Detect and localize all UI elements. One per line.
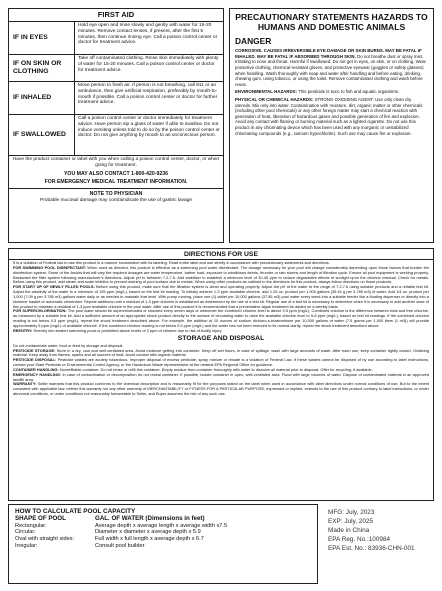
- startup-title: FOR START UP OF NEWLY FILLED POOLS:: [13, 284, 95, 290]
- first-aid-skin-text: Take off contaminated clothing. Rinse skin immediately with plenty of water for 15-20 minutes. Call a poison control center or doctor for treatment advice.: [78, 56, 219, 73]
- first-aid-call-line-2: FOR EMERGENCY MEDICAL TREATMENT INFORMATION.: [44, 178, 188, 185]
- first-aid-skin-label: IF ON SKIN OR CLOTHING: [9, 55, 75, 81]
- physical-chemical-hazards-text: STRONG OXIDIZING AGENT. Use only clean dry utensils. Mix only into water. Contamination with moisture, dirt, organic matter or other chemicals (including other pool chemicals) or any other foreign matter may start a chemical reaction with generation of heat, liberation of hazardous gases and possible generation of fire and explosion. Avoid any contact with flaming or burning material such as a lighted cigarette. Do not use this product in any chlorinating device which has been used with any inorganic or unstabilized chlorinating compounds (e.g., calcium hypochlorite). Such use may cause fire or explosion.: [235, 96, 423, 136]
- reentry-text: Reentry into treated swimming pools is prohibited above levels of 3 ppm of chlorine due to risk of bodily injury.: [33, 327, 223, 333]
- pool-shape: Oval with straight sides:: [15, 536, 75, 543]
- first-aid-inhaled-text: Move person to fresh air. If person is not breathing, call 911 or an ambulance, then give artificial respiration, preferably by mouth-to-mouth if possible. Call a poison control center or doctor for further treatment advice.: [78, 83, 218, 106]
- pool-formula: Average depth x average length x average width x7.5: [95, 522, 228, 529]
- pool-capacity-title: HOW TO CALCULATE POOL CAPACITY: [15, 508, 136, 515]
- signal-word: DANGER: [235, 36, 272, 47]
- note-to-physician-text: Probable mucosal damage may contraindicate the use of gastric lavage: [40, 198, 192, 203]
- superchlorination-section: [13, 309, 429, 328]
- storage-intro: Do not contaminate water, food or feed by storage and disposal.: [13, 342, 124, 348]
- first-aid-inhaled-row: [9, 82, 223, 115]
- product-info: [322, 504, 434, 584]
- product-label: [8, 8, 434, 584]
- environmental-hazards-title: ENVIRONMENTAL HAZARDS:: [235, 89, 298, 95]
- pool-formula: Consult pool builder: [95, 543, 145, 549]
- first-aid-skin-row: [9, 55, 223, 82]
- pool-formula: Diameter x diameter x average depth x 5.9: [95, 529, 201, 536]
- first-aid-swallowed-row: [9, 115, 223, 156]
- first-aid-inhaled-label: IF INHALED: [9, 82, 75, 114]
- directions-intro: It is a violation of Federal law to use this product in a manner inconsistent with its labeling. Read entire label and use strictly in accordance with precautionary statements and directions.: [13, 260, 330, 265]
- first-aid-swallowed-text: Call a poison control center or doctor immediately for treatment advice. Have person sip a glass of water if able to swallow. Do not induce vomiting unless told to do so by the poison control center or doctor. Do not give anything by mouth to an unconscious person.: [78, 116, 220, 139]
- pool-disinfectant-title: FOR SWIMMING POOL DISINFECTANT:: [13, 264, 86, 270]
- first-aid-title: FIRST AID: [9, 9, 223, 22]
- reentry-section: [13, 329, 429, 334]
- physical-chemical-hazards-title: PHYSICAL OR CHEMICAL HAZARDS:: [235, 96, 314, 102]
- hazard-statement-bold: CORROSIVE. CAUSES IRREVERSIBLE EYE DAMAGE OR SKIN BURNS. MAY BE FATAL IF INHALED. MAY BE FATAL IF ABSORBED THROUGH SKIN.: [235, 48, 422, 59]
- pool-shape: Circular:: [15, 529, 36, 536]
- first-aid-eyes-label: IF IN EYES: [9, 22, 75, 54]
- superchlorination-title: FOR SUPERCHLORINATION:: [13, 308, 67, 314]
- pesticide-storage-title: PESTICIDE STORAGE:: [13, 347, 56, 353]
- gallons-column-header: GAL. OF WATER (Dimensions in feet): [95, 515, 205, 523]
- container-handling-text: Nonrefillable container. Do not reuse or refill this container. Empty residue from container thoroughly with water to dissolve all material prior to disposal. Offer for recycling, if available.: [59, 366, 373, 372]
- first-aid-call-line-1: YOU MAY ALSO CONTACT 1-800-420-9236: [63, 170, 169, 177]
- hazard-statement: [235, 48, 428, 87]
- first-aid-panel: [8, 8, 224, 243]
- pool-capacity-row: [15, 536, 311, 543]
- pool-shape: Irregular:: [15, 543, 38, 549]
- pool-formula: Full width x full length x average depth x 6.7: [95, 536, 204, 543]
- directions-title: DIRECTIONS FOR USE: [9, 250, 433, 260]
- warranty-section: [13, 382, 429, 397]
- startup-text: Before using this product, make sure that the filtration system is clean and operating properly. Adjust the pH of the water to the range of 7.2-7.6 using suitable products and a reliable test kit. Adjust the alkalinity of the water to a minimum of 125 ppm (mg/L), based on the test kit reading. To initially achieve 1-3 ppm available chlorine, add 1.25 oz. product per 1,000 gallons (35.44 g per 3.785 m3) of water. Add 1/4 oz. product per 1,000 (7.09 g per 3.785 m3) gallons water daily or as needed to maintain that level. With pump running, place one (1) tablet per 10,000 gallons (37.85 m3) pool water every week into a suitable feeder like a floating dispenser or directly into a skimmer basket or automatic chlorinator. Repeat additions until a residual of 1-3 ppm chlorine is established as determined by the use of a test kit. Regular use of a test kit is necessary to determine when it is necessary to add another dose of this product to maintain a residual of 1-3 ppm available chlorine in the pool water. After use of this product it is recommended that a preventative algae treatment be added on a weekly basis.: [13, 284, 429, 309]
- first-aid-footer: Have the product container or label with you when calling a poison control center, doctor, or when going for treatment.: [12, 157, 220, 168]
- exp-date: EXP: July, 2025: [328, 518, 373, 525]
- warranty-title: WARRANTY:: [13, 381, 37, 387]
- storage-disposal-title: STORAGE AND DISPOSAL: [177, 334, 265, 342]
- pool-capacity-row: [15, 543, 311, 550]
- shape-column-header: SHAPE OF POOL: [15, 515, 66, 523]
- first-aid-swallowed-label: IF SWALLOWED: [9, 115, 75, 155]
- environmental-hazards: [235, 89, 428, 95]
- warranty-text: Seller warrants that this product conforms to the chemical description and is reasonably fit for the purposes stated on the label when used in accordance with label directions under normal conditions of use. But to the extent consistent with applicable law, neither this warranty nor any other warranty of MERCHANTABILITY or FITNESS FOR A PARTICULAR PURPOSE, expressed or implied, extends to the use of this product contrary to label instructions, or under abnormal conditions, or under conditions not reasonably foreseeable to Seller, and Buyer assumes the risk of any such use.: [13, 381, 429, 397]
- first-aid-eyes-text: Hold eye open and rinse slowly and gently with water for 15-20 minutes. Remove contact lenses, if present, after the first 5 minutes, then continue rinsing eye. Call a poison control center or doctor for treatment advice.: [78, 23, 218, 46]
- physical-chemical-hazards: [235, 97, 428, 136]
- pool-disinfectant-text: When used as directed, this product is effective as a swimming pool water disinfectant. The dosage necessary for your pool will change considerably depending upon those factors that burden the disinfection system. Some of the factors that will vary the required dosages are water temperature, bather load, exposure to windblown debris, thunder or rain storms and length of filtration cycle. Ensure all pool equipment is working properly. Backwash the filter system following manufacturer's directions. Adjust pH to between 7.2-7.6. Add stabilizer to establish a minimum level of 30-45 ppm to reduce degradative effects of sunlight upon the chlorine residual. Check for metals. Before using this product, add steam and scale inhibitor to prevent staining of pool surface due to metals. When using other products as outlined in the directions for this product, always follow directions on those products.: [13, 264, 429, 285]
- pool-capacity-header: [15, 515, 311, 522]
- precautionary-title: PRECAUTIONARY STATEMENTS HAZARDS TO HUMANS AND DOMESTIC ANIMALS: [235, 12, 428, 32]
- mfg-date: MFG: July, 2023: [328, 509, 375, 516]
- reentry-title: REENTRY:: [13, 327, 33, 333]
- emergency-handling-text: In case of contamination or decomposition do not reseal container. If possible, isolate container in open, well-ventilated area. Flood with large volumes of water. Dispose of contaminated material in an approved landfill area.: [13, 371, 429, 382]
- pool-capacity-row: [15, 523, 311, 530]
- pesticide-disposal-text: Pesticide wastes are acutely hazardous. Improper disposal of excess pesticide, spray mixture or rinsate is a violation of Federal Law. If these wastes cannot be disposed of by use according to label instructions, contact your State Pesticide or Environmental Control Agency, or the Hazardous Waste representative at the nearest EPA Regional Office for guidance.: [13, 357, 429, 368]
- note-to-physician-title: NOTE TO PHYSICIAN: [9, 188, 223, 197]
- epa-reg-number: EPA Reg. No.:100984: [328, 536, 391, 543]
- pesticide-storage-text: Store in a dry, cool and well-ventilated area. Avoid moisture getting into container. Keep off wet floors, in case of spillage, wash with large amounts of water. After each use, keep container tightly closed. Oxidizing material. Keep away from flames, sparks and all sources of heat. Avoid contact with organic material.: [13, 347, 429, 358]
- pesticide-disposal-title: PESTICIDE DISPOSAL:: [13, 357, 57, 363]
- pool-disinfectant-section: [13, 266, 429, 285]
- startup-section: [13, 285, 429, 309]
- pool-capacity-panel: [8, 504, 318, 584]
- directions-panel: [8, 248, 434, 501]
- emergency-handling-title: EMERGENCY HANDLING:: [13, 371, 62, 377]
- precautionary-panel: [229, 8, 434, 243]
- hazard-statement-text: Do not breathe dust or spray mist. Irritating to nose and throat. Harmful if swallowed. Do not get in eyes, on skin, or on clothing. Wear protective clothing, chemical-resistant gloves, and protective eyewear (goggles or safety glasses) when handling. Wash thoroughly with soap and water after handling and before eating, drinking, chewing gum, using tobacco, or using the toilet. Remove contaminated clothing and wash before reuse.: [235, 53, 427, 87]
- first-aid-eyes-row: [9, 22, 223, 55]
- origin: Made in China: [328, 527, 370, 534]
- pool-capacity-row: [15, 529, 311, 536]
- epa-est-number: EPA Est. No.: 83936-CHN-001: [328, 545, 415, 552]
- superchlorination-text: The pool water should be superchlorinated or shocked every seven days or whenever the combined chlorine level is above 0.5 ppm (mg/L). Combined chlorine is the difference between total and free chlorine, as measured by a suitable test kit. Add a sufficient amount of an appropriate shock product directly to the surface of circulating water to raise the available chlorine level to 5-6 ppm (mg/L), based on test kit readings. If the combined chlorine reading is not below 0.5 ppm (mg/L), repeat the shock treatment described above. For example, the addition of 10 ounces of sodium dichloro-s-triazinetrione per 10,000 gallons of water (7.5 grams per 1,000 liters (1 m3)) will provide approximately 5 ppm (mg/L) of available chlorine. If the combined chlorine reading is not below 0.5 ppm (mg/L) and the water has not been restored to its normal clarity, repeat the shock treatment described above.: [13, 308, 429, 328]
- container-handling-title: CONTAINER HANDLING:: [13, 366, 59, 372]
- environmental-hazards-text: This pesticide is toxic to fish and aquatic organisms.: [298, 89, 400, 95]
- pool-shape: Rectangular:: [15, 522, 47, 529]
